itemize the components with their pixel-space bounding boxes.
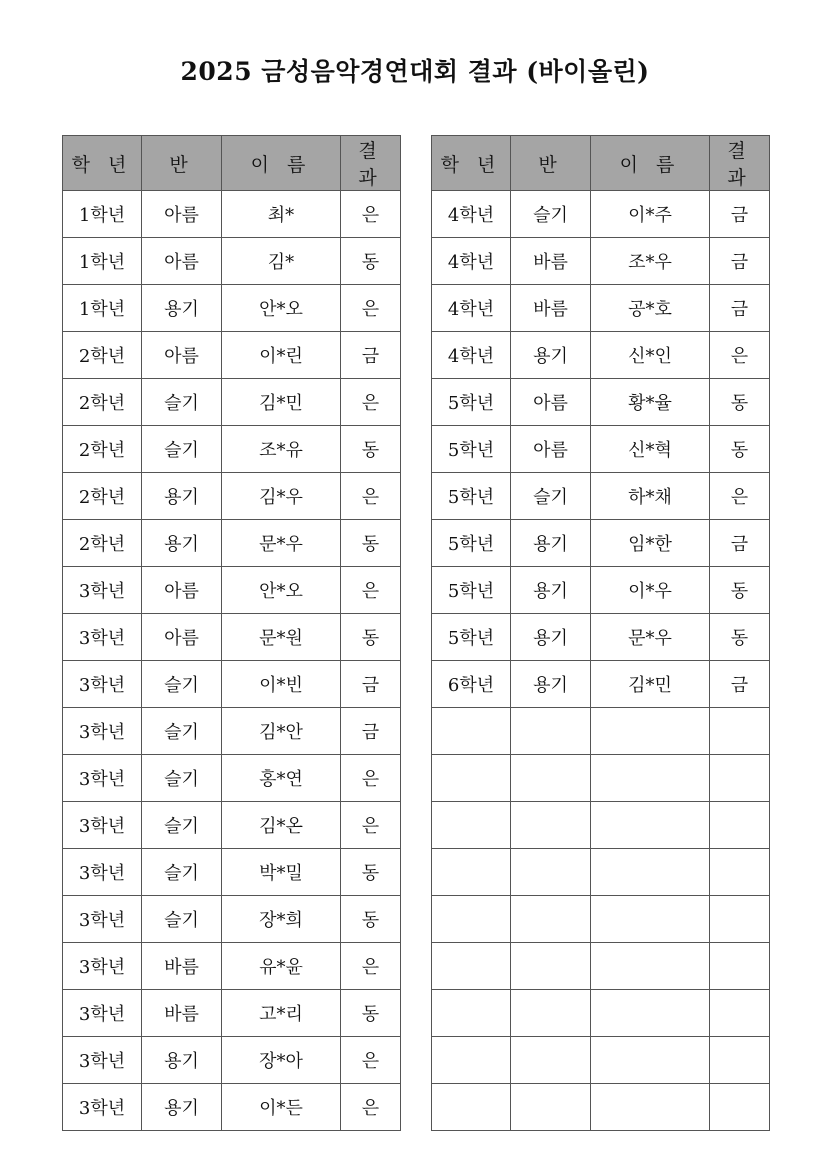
header-result: 결 과 (341, 136, 401, 191)
cell-result: 금 (710, 661, 770, 708)
table-row (432, 191, 770, 238)
header-name: 이 름 (222, 136, 341, 191)
cell-name (591, 1037, 710, 1084)
cell-grade: 3학년 (63, 943, 142, 990)
table-row (432, 520, 770, 567)
cell-name: 황*율 (591, 379, 710, 426)
cell-grade: 1학년 (63, 285, 142, 332)
cell-grade: 2학년 (63, 473, 142, 520)
cell-class (511, 802, 591, 849)
cell-class: 바름 (511, 238, 591, 285)
cell-grade: 5학년 (432, 379, 511, 426)
cell-name (591, 708, 710, 755)
table-row (63, 849, 401, 896)
cell-class: 슬기 (511, 191, 591, 238)
cell-grade: 5학년 (432, 426, 511, 473)
table-row (63, 661, 401, 708)
cell-name (591, 943, 710, 990)
table-row (432, 990, 770, 1037)
table-row (63, 567, 401, 614)
cell-grade: 3학년 (63, 896, 142, 943)
table-row (63, 896, 401, 943)
cell-class: 용기 (511, 520, 591, 567)
table-row (432, 379, 770, 426)
cell-class (511, 1037, 591, 1084)
cell-result: 동 (710, 567, 770, 614)
cell-class: 바름 (142, 943, 222, 990)
cell-name: 홍*연 (222, 755, 341, 802)
cell-class: 슬기 (142, 661, 222, 708)
table-row (63, 990, 401, 1037)
header-class: 반 (142, 136, 222, 191)
cell-class: 용기 (511, 661, 591, 708)
cell-name: 신*인 (591, 332, 710, 379)
cell-grade: 1학년 (63, 191, 142, 238)
cell-name: 이*우 (591, 567, 710, 614)
cell-name: 고*리 (222, 990, 341, 1037)
cell-name: 신*혁 (591, 426, 710, 473)
page-title: 2025 금성음악경연대회 결과 (바이올린) (180, 57, 650, 86)
cell-grade (432, 802, 511, 849)
cell-class: 슬기 (142, 379, 222, 426)
cell-result: 동 (341, 849, 401, 896)
cell-result (710, 708, 770, 755)
table-row (432, 1037, 770, 1084)
cell-name: 김*안 (222, 708, 341, 755)
cell-class: 용기 (142, 520, 222, 567)
cell-class (511, 708, 591, 755)
cell-result: 은 (341, 285, 401, 332)
cell-result: 동 (341, 520, 401, 567)
table-row (63, 191, 401, 238)
cell-class: 용기 (142, 1037, 222, 1084)
cell-result: 금 (710, 520, 770, 567)
table-row (432, 238, 770, 285)
cell-name (591, 990, 710, 1037)
table-row (63, 1037, 401, 1084)
cell-name: 유*윤 (222, 943, 341, 990)
cell-result: 은 (341, 379, 401, 426)
cell-result: 동 (341, 990, 401, 1037)
cell-class: 바름 (142, 990, 222, 1037)
cell-class: 아름 (142, 567, 222, 614)
table-row (63, 426, 401, 473)
cell-result: 은 (341, 943, 401, 990)
cell-name: 김* (222, 238, 341, 285)
cell-name: 장*희 (222, 896, 341, 943)
cell-name (591, 802, 710, 849)
header-row (63, 136, 401, 191)
cell-class (511, 943, 591, 990)
table-row (432, 285, 770, 332)
table-row (432, 661, 770, 708)
cell-class: 용기 (142, 285, 222, 332)
cell-class: 아름 (142, 332, 222, 379)
cell-result: 동 (341, 896, 401, 943)
cell-result: 동 (710, 379, 770, 426)
cell-grade: 3학년 (63, 1037, 142, 1084)
table-row (63, 614, 401, 661)
cell-class: 아름 (511, 379, 591, 426)
cell-grade (432, 708, 511, 755)
cell-class: 슬기 (142, 755, 222, 802)
cell-result: 금 (341, 332, 401, 379)
table-row (432, 708, 770, 755)
cell-result: 은 (710, 473, 770, 520)
cell-name (591, 896, 710, 943)
cell-grade: 3학년 (63, 990, 142, 1037)
cell-grade: 3학년 (63, 849, 142, 896)
cell-name: 조*우 (591, 238, 710, 285)
cell-class: 슬기 (142, 896, 222, 943)
cell-result (710, 755, 770, 802)
cell-grade: 5학년 (432, 520, 511, 567)
cell-result (710, 1084, 770, 1131)
cell-name: 문*우 (591, 614, 710, 661)
cell-grade: 4학년 (432, 285, 511, 332)
cell-class: 아름 (142, 191, 222, 238)
cell-grade: 3학년 (63, 1084, 142, 1131)
cell-grade: 3학년 (63, 567, 142, 614)
table-row (63, 520, 401, 567)
cell-name (591, 1084, 710, 1131)
cell-name: 공*호 (591, 285, 710, 332)
cell-result: 은 (341, 1037, 401, 1084)
cell-grade: 2학년 (63, 379, 142, 426)
table-row (63, 332, 401, 379)
cell-result: 금 (710, 238, 770, 285)
cell-class: 아름 (142, 238, 222, 285)
cell-grade (432, 943, 511, 990)
cell-class: 용기 (511, 332, 591, 379)
table-row (63, 285, 401, 332)
cell-class (511, 1084, 591, 1131)
header-result: 결 과 (710, 136, 770, 191)
cell-result (710, 943, 770, 990)
cell-grade: 4학년 (432, 191, 511, 238)
table-row (63, 379, 401, 426)
cell-name: 조*유 (222, 426, 341, 473)
cell-result (710, 1037, 770, 1084)
cell-grade: 3학년 (63, 755, 142, 802)
cell-name: 장*아 (222, 1037, 341, 1084)
table-row (63, 943, 401, 990)
cell-grade: 2학년 (63, 332, 142, 379)
cell-class: 슬기 (142, 708, 222, 755)
cell-grade (432, 1037, 511, 1084)
cell-class: 용기 (142, 1084, 222, 1131)
table-row (63, 1084, 401, 1131)
results-table-left (62, 135, 401, 1131)
cell-grade: 4학년 (432, 238, 511, 285)
cell-grade: 2학년 (63, 426, 142, 473)
table-row (63, 708, 401, 755)
cell-grade: 4학년 (432, 332, 511, 379)
table-row (63, 802, 401, 849)
header-grade: 학 년 (432, 136, 511, 191)
cell-class: 용기 (511, 567, 591, 614)
cell-name: 문*우 (222, 520, 341, 567)
cell-name: 김*우 (222, 473, 341, 520)
header-class: 반 (511, 136, 591, 191)
cell-grade: 3학년 (63, 661, 142, 708)
cell-class: 슬기 (142, 426, 222, 473)
cell-grade (432, 755, 511, 802)
cell-result (710, 990, 770, 1037)
table-row (432, 896, 770, 943)
cell-grade: 3학년 (63, 614, 142, 661)
cell-class: 아름 (511, 426, 591, 473)
cell-class (511, 990, 591, 1037)
cell-result: 은 (341, 567, 401, 614)
cell-result: 은 (710, 332, 770, 379)
header-grade: 학 년 (63, 136, 142, 191)
table-row (432, 426, 770, 473)
table-row (63, 473, 401, 520)
cell-name: 하*채 (591, 473, 710, 520)
table-row (432, 473, 770, 520)
cell-result: 금 (341, 708, 401, 755)
cell-result: 동 (710, 614, 770, 661)
cell-result: 은 (341, 191, 401, 238)
cell-name: 안*오 (222, 567, 341, 614)
cell-name: 문*원 (222, 614, 341, 661)
cell-result: 은 (341, 1084, 401, 1131)
cell-grade (432, 849, 511, 896)
cell-class (511, 896, 591, 943)
cell-name: 안*오 (222, 285, 341, 332)
cell-grade (432, 990, 511, 1037)
cell-grade (432, 896, 511, 943)
header-name: 이 름 (591, 136, 710, 191)
cell-class: 용기 (142, 473, 222, 520)
cell-class: 용기 (511, 614, 591, 661)
cell-name: 김*온 (222, 802, 341, 849)
table-body-right (432, 191, 770, 1131)
cell-result (710, 802, 770, 849)
cell-class: 슬기 (142, 849, 222, 896)
table-row (432, 849, 770, 896)
results-table-right (431, 135, 770, 1131)
table-row (63, 755, 401, 802)
cell-name (591, 755, 710, 802)
header-row (432, 136, 770, 191)
table-body-left (63, 191, 401, 1131)
cell-name: 김*민 (222, 379, 341, 426)
cell-class: 바름 (511, 285, 591, 332)
table-row (432, 332, 770, 379)
cell-grade: 5학년 (432, 614, 511, 661)
cell-grade: 2학년 (63, 520, 142, 567)
cell-name: 이*든 (222, 1084, 341, 1131)
table-row (432, 567, 770, 614)
cell-grade: 1학년 (63, 238, 142, 285)
cell-result: 은 (341, 755, 401, 802)
cell-grade: 5학년 (432, 473, 511, 520)
cell-grade (432, 1084, 511, 1131)
cell-name: 최* (222, 191, 341, 238)
cell-result: 동 (341, 426, 401, 473)
cell-result (710, 896, 770, 943)
cell-grade: 3학년 (63, 802, 142, 849)
table-row (432, 943, 770, 990)
cell-class: 슬기 (511, 473, 591, 520)
cell-name: 이*주 (591, 191, 710, 238)
cell-result: 은 (341, 802, 401, 849)
cell-result: 은 (341, 473, 401, 520)
cell-class: 슬기 (142, 802, 222, 849)
cell-name: 박*밀 (222, 849, 341, 896)
table-row (432, 802, 770, 849)
table-row (432, 1084, 770, 1131)
cell-class: 아름 (142, 614, 222, 661)
cell-result (710, 849, 770, 896)
cell-result: 동 (710, 426, 770, 473)
cell-name: 이*린 (222, 332, 341, 379)
cell-grade: 5학년 (432, 567, 511, 614)
cell-result: 금 (710, 191, 770, 238)
table-row (63, 238, 401, 285)
cell-result: 동 (341, 614, 401, 661)
cell-name: 김*민 (591, 661, 710, 708)
cell-result: 금 (341, 661, 401, 708)
cell-name: 임*한 (591, 520, 710, 567)
cell-class (511, 849, 591, 896)
cell-result: 동 (341, 238, 401, 285)
cell-grade: 3학년 (63, 708, 142, 755)
cell-name (591, 849, 710, 896)
cell-name: 이*빈 (222, 661, 341, 708)
cell-class (511, 755, 591, 802)
table-row (432, 614, 770, 661)
cell-result: 금 (710, 285, 770, 332)
cell-grade: 6학년 (432, 661, 511, 708)
table-row (432, 755, 770, 802)
